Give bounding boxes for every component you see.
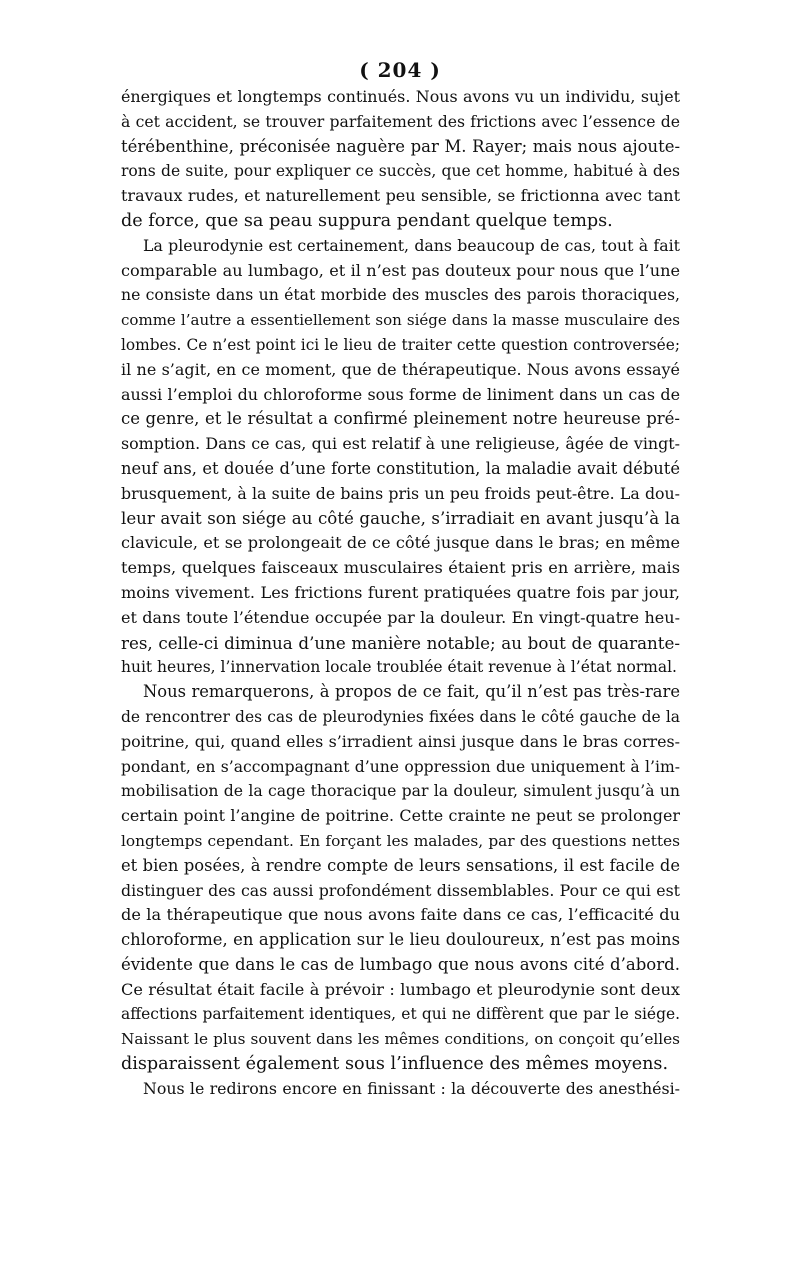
text-line: comparable au lumbago, et il n’est pas douteux pour nous que l’une	[121, 260, 680, 280]
text-line: brusquement, à la suite de bains pris un peu froids peut-être. La dou-	[121, 483, 680, 503]
text-line: somption. Dans ce cas, qui est relatif à une religieuse, âgée de vingt-	[121, 434, 680, 454]
text-line: évidente que dans le cas de lumbago que nous avons cité d’abord.	[121, 954, 680, 974]
text-line: pondant, en s’accompagnant d’une oppression due uniquement à l’im-	[121, 757, 680, 776]
text-line: affections parfaitement identiques, et qui ne diffèrent que par le siége.	[121, 1005, 680, 1024]
text-line: de la thérapeutique que nous avons faite dans ce cas, l’efficacité du	[121, 905, 680, 925]
text-line: temps, quelques faisceaux musculaires étaient pris en arrière, mais	[121, 558, 680, 578]
text-line: huit heures, l’innervation locale troublée était revenue à l’état normal.	[121, 658, 677, 677]
text-line: il ne s’agit, en ce moment, que de thérapeutique. Nous avons essayé	[121, 359, 680, 379]
text-line: Nous remarquerons, à propos de ce fait, qu’il n’est pas très-rare	[143, 682, 680, 702]
text-line: Nous le redirons encore en finissant : la découverte des anesthési-	[143, 1078, 680, 1098]
text-line: térébenthine, préconisée naguère par M. Rayer; mais nous ajoute-	[121, 136, 680, 156]
page-number: ( 204 )	[359, 58, 441, 82]
text-line: ce genre, et le résultat a confirmé pleinement notre heureuse pré-	[121, 409, 680, 429]
text-line: et dans toute l’étendue occupée par la douleur. En vingt-quatre heu-	[121, 607, 680, 627]
text-line: à cet accident, se trouver parfaitement des frictions avec l’essence de	[121, 111, 680, 131]
text-line: certain point l’angine de poitrine. Cette crainte ne peut se prolonger	[121, 806, 680, 826]
text-line: neuf ans, et douée d’une forte constitution, la maladie avait débuté	[121, 458, 680, 478]
text-line: rons de suite, pour expliquer ce succès, que cet homme, habitué à des	[121, 162, 680, 181]
text-line: travaux rudes, et naturellement peu sensible, se frictionna avec tant	[121, 186, 680, 206]
text-line: res, celle-ci diminua d’une manière notable; au bout de quarante-	[121, 632, 680, 653]
text-line: de force, que sa peau suppura pendant quelque temps.	[121, 210, 613, 231]
text-line: Naissant le plus souvent dans les mêmes conditions, on conçoit qu’elles	[121, 1030, 680, 1049]
text-line: disparaissent également sous l’influence des mêmes moyens.	[121, 1054, 669, 1075]
text-line: énergiques et longtemps continués. Nous avons vu un individu, sujet	[121, 87, 680, 106]
text-line: clavicule, et se prolongeait de ce côté jusque dans le bras; en même	[121, 533, 680, 553]
text-line: de rencontrer des cas de pleurodynies fixées dans le côté gauche de la	[121, 707, 680, 726]
text-line: longtemps cependant. En forçant les malades, par des questions nettes	[121, 831, 680, 850]
text-line: poitrine, qui, quand elles s’irradient ainsi jusque dans le bras corres-	[121, 731, 680, 751]
text-line: La pleurodynie est certainement, dans beaucoup de cas, tout à fait	[143, 235, 680, 255]
text-line: comme l’autre a essentiellement son siége dans la masse musculaire des	[121, 311, 680, 330]
text-line: distinguer des cas aussi profondément dissemblables. Pour ce qui est	[121, 880, 680, 900]
text-line: moins vivement. Les frictions furent pratiquées quatre fois par jour,	[121, 582, 680, 602]
text-line: leur avait son siége au côté gauche, s’irradiait en avant jusqu’à la	[121, 508, 680, 528]
text-line: aussi l’emploi du chloroforme sous forme de liniment dans un cas de	[121, 384, 680, 404]
text-line: ne consiste dans un état morbide des muscles des parois thoraciques,	[121, 285, 680, 305]
body-text	[121, 85, 680, 1102]
text-line: chloroforme, en application sur le lieu douloureux, n’est pas moins	[121, 930, 680, 950]
text-line: lombes. Ce n’est point ici le lieu de traiter cette question controversée;	[121, 335, 680, 354]
text-line: et bien posées, à rendre compte de leurs sensations, il est facile de	[121, 855, 680, 875]
text-line: Ce résultat était facile à prévoir : lumbago et pleurodynie sont deux	[121, 979, 680, 999]
text-line: mobilisation de la cage thoracique par la douleur, simulent jusqu’à un	[121, 781, 680, 801]
